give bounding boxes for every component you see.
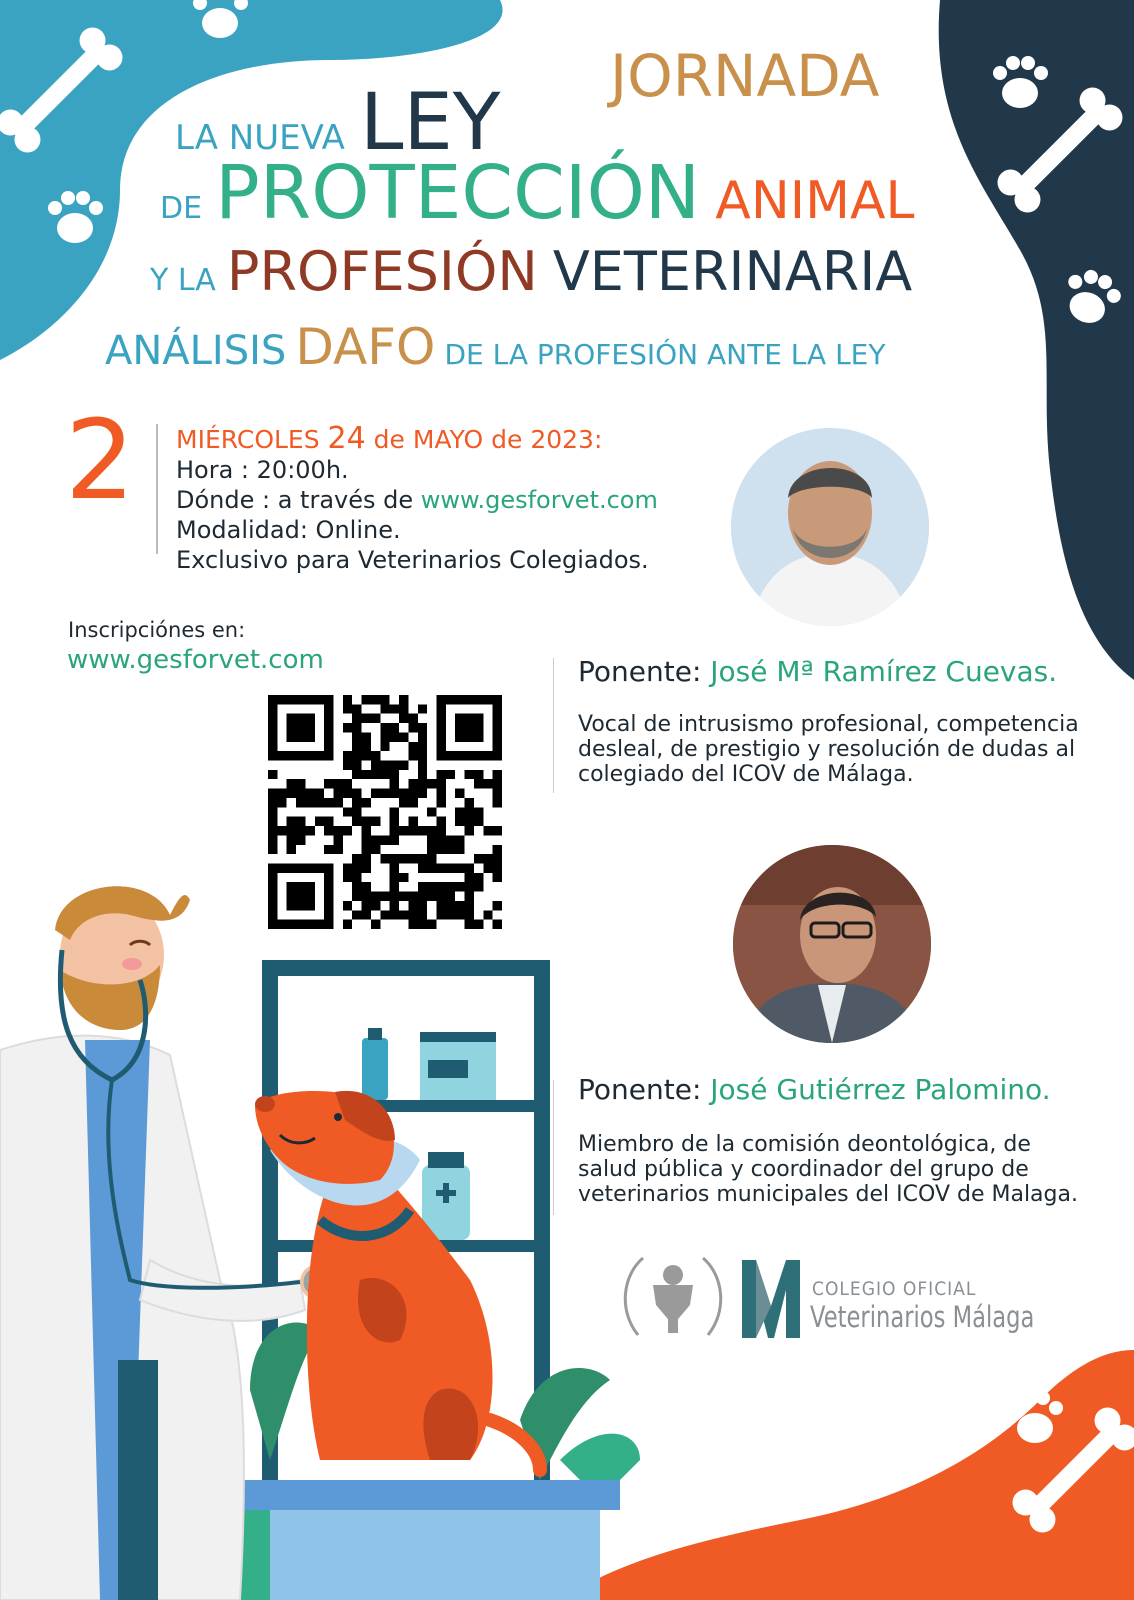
title-subtitle: DE LA PROFESIÓN ANTE LA LEY	[444, 338, 886, 371]
speaker-2-bio-line: Miembro de la comisión deontológica, de	[578, 1132, 1031, 1157]
event-weekday: MIÉRCOLES	[176, 425, 328, 454]
college-name-line-2: Veterinarios Málaga	[810, 1300, 1035, 1334]
event-divider	[156, 424, 158, 554]
speaker-2-photo	[733, 845, 931, 1043]
event-mode: Modalidad: Online.	[176, 516, 401, 544]
event-audience: Exclusivo para Veterinarios Colegiados.	[176, 546, 649, 574]
title-la-nueva: LA NUEVA	[175, 118, 345, 158]
title-y-la: Y LA	[150, 263, 216, 298]
speaker-1-prefix: Ponente:	[578, 655, 711, 688]
event-location-link[interactable]: www.gesforvet.com	[420, 486, 658, 514]
speaker-2-prefix: Ponente:	[578, 1073, 711, 1106]
event-month: de MAYO de 2023:	[365, 425, 603, 454]
veterinary-illustration	[0, 860, 640, 1600]
event-date	[176, 421, 658, 456]
title-veterinaria: VETERINARIA	[552, 240, 913, 303]
event-location	[176, 485, 658, 515]
event-info	[176, 421, 658, 575]
title-profesion: PROFESIÓN	[226, 240, 538, 303]
speaker-2-heading	[578, 1073, 1051, 1106]
college-name-line-1: COLEGIO OFICIAL	[812, 1278, 977, 1300]
title-line-4	[105, 318, 885, 376]
speaker-1-bio	[578, 712, 1079, 787]
speaker-1-divider	[553, 658, 554, 793]
speaker-1-name: José Mª Ramírez Cuevas.	[710, 655, 1058, 688]
title-de: DE	[160, 191, 203, 226]
title-ley: LEY	[360, 78, 501, 168]
title-animal: ANIMAL	[715, 171, 915, 231]
speaker-1-bio-line: Vocal de intrusismo profesional, competencia	[578, 712, 1079, 737]
speaker-1-bio-line: colegiado del ICOV de Málaga.	[578, 762, 914, 787]
jornada-label: JORNADA	[610, 42, 880, 110]
title-analisis: ANÁLISIS	[105, 328, 287, 374]
event-number: 2	[65, 396, 135, 524]
speaker-2-bio	[578, 1132, 1078, 1207]
speaker-2-bio-line: veterinarios municipales del ICOV de Malaga.	[578, 1182, 1078, 1207]
registration-link[interactable]: www.gesforvet.com	[67, 645, 324, 675]
bottom-right-orange	[560, 1350, 1134, 1600]
speaker-1-heading	[578, 655, 1057, 688]
title-line-2	[160, 150, 914, 236]
title-dafo: DAFO	[295, 318, 436, 376]
event-time: Hora : 20:00h.	[176, 456, 349, 484]
speaker-1-bio-line: desleal, de prestigio y resolución de dudas al	[578, 737, 1076, 762]
speaker-1-photo	[731, 428, 929, 626]
event-location-label: Dónde : a través de	[176, 486, 421, 514]
title-proteccion: PROTECCIÓN	[215, 150, 701, 236]
title-line-3	[150, 240, 912, 303]
speaker-2-bio-line: salud pública y coordinador del grupo de	[578, 1157, 1029, 1182]
event-day: 24	[327, 421, 366, 456]
college-logo	[742, 1260, 800, 1338]
speaker-2-name: José Gutiérrez Palomino.	[710, 1073, 1051, 1106]
registration-label: Inscripciónes en:	[68, 618, 246, 642]
